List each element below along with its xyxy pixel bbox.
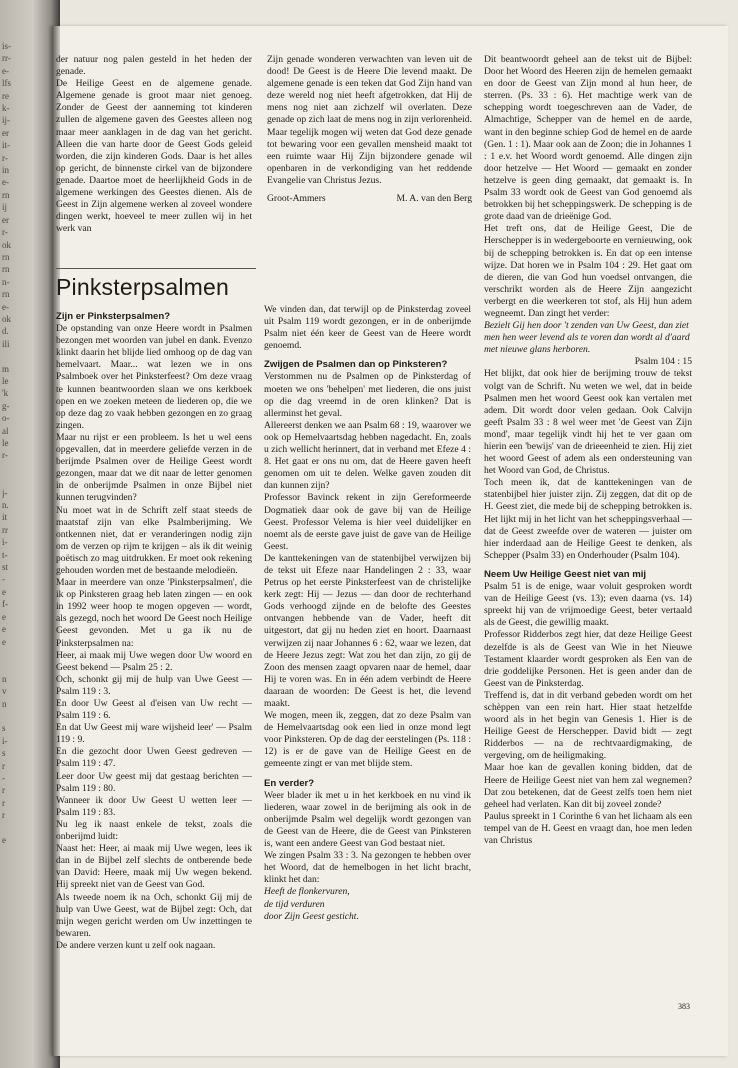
paragraph: En door Uw Geest al d'eisen van Uw recht — Psalm 119 : 6. <box>56 698 252 722</box>
quoted-verse: Heeft de flonkervuren, de tijd verduren door Zijn Geest gesticht. <box>264 886 359 922</box>
paragraph: Maar nu rijst er een probleem. Is het u wel eens opgevallen, dat in meerdere geliefde verzen in de berijmde Psalmen over de Heilige Geest wordt gezongen, maar dat we dit naar de letter genomen in de onberijmde Psalmen in onze Bijbel niet kunnen terugvinden? <box>56 431 252 504</box>
paragraph: De Heilige Geest en de algemene genade. Algemene genade is groot maar niet genoeg. Zonder de Geest der aanneming tot kinderen zullen de algemene gaven des Geestes alleen nog maar meer aanklagen in de dag van het gericht. Alleen die van harte door de Geest Gods geleid worden, die zijn kinderen Gods. Daar is het alles op gericht, de binnenste cirkel van de bijzondere genade. Daartoe moet de heerlijkheid Gods in de algemene werkingen des Geestes dienen. Als de Geest in Zijn algemene werken al zoveel wondere dingen werkt, hoeveel te meer zullen wij in het werk van <box>56 78 252 235</box>
paragraph: Wanneer ik door Uw Geest U wetten leer — Psalm 119 : 83. <box>56 794 252 818</box>
paragraph: Nu leg ik naast enkele de tekst, zoals die onberijmd luidt: <box>56 818 252 843</box>
paragraph: Weer blader ik met u in het kerkboek en nu vind ik liederen, waar zowel in de berijming als ook in de onberijmde Psalm wel degelijk wordt gezongen van de Geest van de Heere, die de Geest van Pinksteren is, want een andere Geest van God bestaat niet. <box>264 789 471 850</box>
paragraph: Paulus spreekt in 1 Corinthe 6 van het lichaam als een tempel van de H. Geest en vraagt dan, hoe men leden van Christus <box>484 810 692 846</box>
paragraph: Het treft ons, dat de Heilige Geest, Die de Herschepper is in wedergeboorte en vernieuwing, ook bij de schepping betrokken is. En dat op een intense wijze. Dat horen we in Psalm 104 : 29. Het gaat om de dieren, die van God hun voedsel ontvangen, die verschrikt worden als de Heere Zijn aangezicht verbergt en die weerkeren tot stof, als Hij hun adem wegneemt. Dan zingt het verder: <box>484 223 692 319</box>
section-heading: Neem Uw Heilige Geest niet van mij <box>484 568 647 580</box>
paragraph: De kanttekeningen van de statenbijbel verwijzen bij de tekst uit Efeze naar Handelingen 2 : 33, waar Petrus op het eerste Pinksterfeest van de christelijke kerk zegt: Hij — Jezus — dan door de rechterhand Gods verhoogd zijnde en de belofte des Geestes ontvangen hebbende van de Vader, heeft dit uitgestort, dat gij nu heden ziet en hoort. Daarnaast verwijzen zij naar Johannes 6 : 62, waar we lezen, dat de Heere Jezus zegt: Wat zou het dan zijn, zo gij de Zoon des mensen zaagt opvaren naar de hemel, daar Hij te voren was. En in één adem verbindt de Heere daaraan de woorden: De Geest is het, die levend maakt. <box>264 552 471 709</box>
paragraph: Maar in meerdere van onze 'Pinksterpsalmen', die ik op Pinksteren graag heb laten zingen — en ook in 1992 weer hoop te mogen opgeven — wordt, als gezegd, noch het woord De Geest noch Heilige Geest gevonden. Met u ga ik nu de Pinksterpsalmen na: <box>56 577 252 649</box>
paragraph: We mogen, meen ik, zeggen, dat zo deze Psalm van de Hemelvaartsdag ook een lied in onze mond legt voor Pinksteren. Op de dag der eerstelingen (Ps. 118 : 12) is er de gave van de Heilige Geest en de gemeente zingt er van met blijde stem. <box>264 710 471 770</box>
paragraph: Professor Ridderbos zegt hier, dat deze Heilige Geest dezelfde is als de Geest van Wie in het Nieuwe Testament klaarder wordt gesproken als Een van de drie goddelijke Personen. Het is geen ander dan de Geest van de Pinksterdag. <box>484 629 692 689</box>
verse-reference: Psalm 104 : 15 <box>634 356 692 368</box>
paragraph: der natuur nog palen gesteld in het heden der genade. <box>56 54 252 78</box>
paragraph: Professor Bavinck rekent in zijn Gereformeerde Dogmatiek daar ook de gave bij van de Heilige Geest. Professor Velema is hier veel duidelijker en noemt als de eerste gave juist de gave van de Heilige Geest. <box>264 492 471 552</box>
quoted-verse: Bezielt Gij hen door 't zenden van Uw Geest, dan ziet men hen weer levend als te voren dan wordt al d'aard met nieuwe glans herboren. <box>484 320 690 356</box>
paragraph: De opstanding van onze Heere wordt in Psalmen bezongen met woorden van jubel en dank. Evenzo klinkt daarin het blijde lied omhoog op de dag van hemelvaart. Maar... wat lezen we in ons Psalmboek over het Pinksterfeest? Om deze vraag te kunnen beantwoorden slaan we ons kerkboek open en we zoeken meteen de liederen op, die we op deze dag zo vaak hebben gezongen en zo graag zingen. <box>56 323 252 431</box>
paragraph: De andere verzen kunt u zelf ook nagaan. <box>56 939 216 951</box>
paragraph: Nu moet wat in de Schrift zelf staat steeds de maatstaf zijn van elke Psalmberijming. We ontkennen niet, dat er veranderingen nodig zijn om de verzen op rijm te krijgen – als ik dit weinig poëtisch zo mag uitdrukken. Er moet ook rekening gehouden worden met de bestaande melodieën. <box>56 504 252 576</box>
paragraph: We vinden dan, dat terwijl op de Pinksterdag zoveel uit Psalm 119 wordt gezongen, er in de onberijmde Psalm niet één keer de Geest van de Heere wordt genoemd. <box>264 304 471 352</box>
title-rule <box>56 268 256 269</box>
section-heading: En verder? <box>264 777 315 789</box>
paragraph: Allereerst denken we aan Psalm 68 : 19, waarover we ook op Hemelvaartsdag hebben nagedacht. En, zoals u zich wellicht herinnert, dat in verband met Efeze 4 : 8. Het gaat er ons nu om, dat de Heere gaven heeft genomen om uit te delen. Welke gaven zouden dit dan kunnen zijn? <box>264 419 471 492</box>
column-2 <box>264 304 471 998</box>
paragraph: We zingen Psalm 33 : 3. Na gezongen te hebben over het Woord, dat de hemelbogen in het licht bracht, klinkt het dan: <box>264 850 471 886</box>
column-3 <box>484 54 692 1000</box>
section-heading: Zwijgen de Psalmen dan op Pinksteren? <box>264 359 448 371</box>
paragraph: Maar hoe kan de gevallen koning bidden, dat de Heere de Heilige Geest niet van hem zal wegnemen? Dat zou betekenen, dat de Geest zelfs toen hem niet geheel had verlaten. Kan dit bij zoveel zonde? <box>484 762 692 810</box>
paragraph: Als tweede noem ik na Och, schonkt Gij mij de hulp van Uwe Geest, wat de Bijbel zegt: Och, dat mijn wegen gericht werden om Uw inzettingen te bewaren. <box>56 891 252 939</box>
paragraph: Dit beantwoordt geheel aan de tekst uit de Bijbel: Door het Woord des Heeren zijn de hemelen gemaakt en door de Geest van Zijn mond al hun heer, de sterren. (Ps. 33 : 6). Het machtige werk van de schepping wordt toegeschreven aan de Vader, de Almachtige, Schepper van de hemel en de aarde, want in den beginne schiep God de hemel en de aarde (Gen. 1 : 1). Maar ook aan de Zoon; die in Johannes 1 : 1 e.v. het Woord wordt genoemd. Alle dingen zijn door hetzelve — Het Woord — gemaakt en zonder hetzelve is geen ding gemaakt, dat gemaakt is. In Psalm 33 wordt ook de Geest van God genoemd als betrokken bij het scheppingswerk. De schepping is de grote daad van de drieënige God. <box>484 54 692 223</box>
paragraph: Leer door Uw geest mij dat gestaag berichten — Psalm 119 : 80. <box>56 770 252 794</box>
signature <box>267 193 472 205</box>
paragraph: Psalm 51 is de enige, waar voluit gesproken wordt van de Heilige Geest (vs. 13); even daarna (vs. 14) spreekt hij van de vrijmoedige Geest, beter vertaald als de Geest, die gewillig maakt. <box>484 581 692 629</box>
column-1-top <box>56 54 252 235</box>
paragraph: En dat Uw Geest mij ware wijsheid leer' — Psalm 119 : 9. <box>56 722 252 746</box>
paragraph: Och, schonkt gij mij de hulp van Uwe Geest — Psalm 119 : 3. <box>56 673 252 697</box>
paragraph: En die gezocht door Uwen Geest gedreven — Psalm 119 : 47. <box>56 746 252 770</box>
column-1 <box>56 304 252 998</box>
paragraph: Naast het: Heer, ai maak mij Uwe wegen, lees ik dan in de Bijbel zelf slechts de ontberende bede van David: Heere, maak mij Uw wegen bekend. Hij spreekt niet van de Geest van God. <box>56 843 252 891</box>
paragraph: Treffend is, dat in dit verband gebeden wordt om het schèppen van een rein hart. Hier staat hetzelfde woord als in het begin van Genesis 1. Hier is de Heilige Geest de Herschepper. David bidt — zegt Ridderbos — na de rechtvaardigmaking, de vergeving, om de heiligmaking. <box>484 689 692 762</box>
paragraph: Het blijkt, dat ook hier de berijming trouw de tekst volgt van de Schrift. Nu weten we wel, dat in beide Psalmen men het woord Geest ook kan vertalen met adem. Dit wordt door velen gedaan. Ook Calvijn geeft Psalm 33 : 8 wel weer met 'de Geest van Zijn mond', maar tegelijk vindt hij het te ver gaan om hierin een 'bewijs' van de drieeenheid te zien. Hij ziet het woord Geest of adem als een ondersteuning van het Woord van God, de Christus. <box>484 368 692 477</box>
column-2-top <box>267 54 472 205</box>
paragraph: Toch meen ik, dat de kanttekeningen van de statenbijbel hier juister zijn. Zij zeggen, dat dit op de H. Geest ziet, die mede bij de schepping betrokken is. Het lijkt mij in het licht van het scheppingsverhaal — dat de Geest zweefde over de wateren — juister om hier inderdaad aan de Heilige Geest te denken, als Schepper (Psalm 33) en Onderhouder (Psalm 104). <box>484 477 692 561</box>
paragraph: Heer, ai maak mij Uwe wegen door Uw woord en Geest bekend — Psalm 25 : 2. <box>56 649 252 673</box>
facing-page-text: is- rr- e- lfs re k- ij- er it- r- in e- rn ij er r- ok rn rn n- rn e- ok d. ili m le 'k g- o- al le r- j- n. it rr i- t- st - e f- e e e n v n s i- s r - r r r e <box>2 41 11 845</box>
signature-author: M. A. van den Berg <box>396 193 472 205</box>
paragraph: Zijn genade wonderen verwachten van leven uit de dood! De Geest is de Heere Die levend maakt. De algemene genade is een teken dat God Zijn hand van deze wereld nog niet heeft afgetrokken, dat Hij de mens nog niet aan zichzelf wil overlaten. Deze genade op zich laat de mens nog in zijn verlorenheid. Maar tegelijk mogen wij weten dat God deze genade tot bewaring voor een gevallen mensheid maakt tot een ruimte waar Hij Zijn bijzondere genade wil openbaren in de verkondiging van het reddende Evangelie van Christus Jezus. <box>267 54 472 186</box>
paragraph: Verstommen nu de Psalmen op de Pinksterdag of moeten we ons 'behelpen' met liederen, die ons juist op die dag vreemd in de oren klinken? Dat is allerminst het geval. <box>264 371 471 419</box>
page-number: 383 <box>678 1002 690 1011</box>
article-title: Pinksterpsalmen <box>56 274 230 300</box>
signature-place: Groot-Ammers <box>267 193 326 205</box>
section-heading: Zijn er Pinksterpsalmen? <box>56 311 171 322</box>
